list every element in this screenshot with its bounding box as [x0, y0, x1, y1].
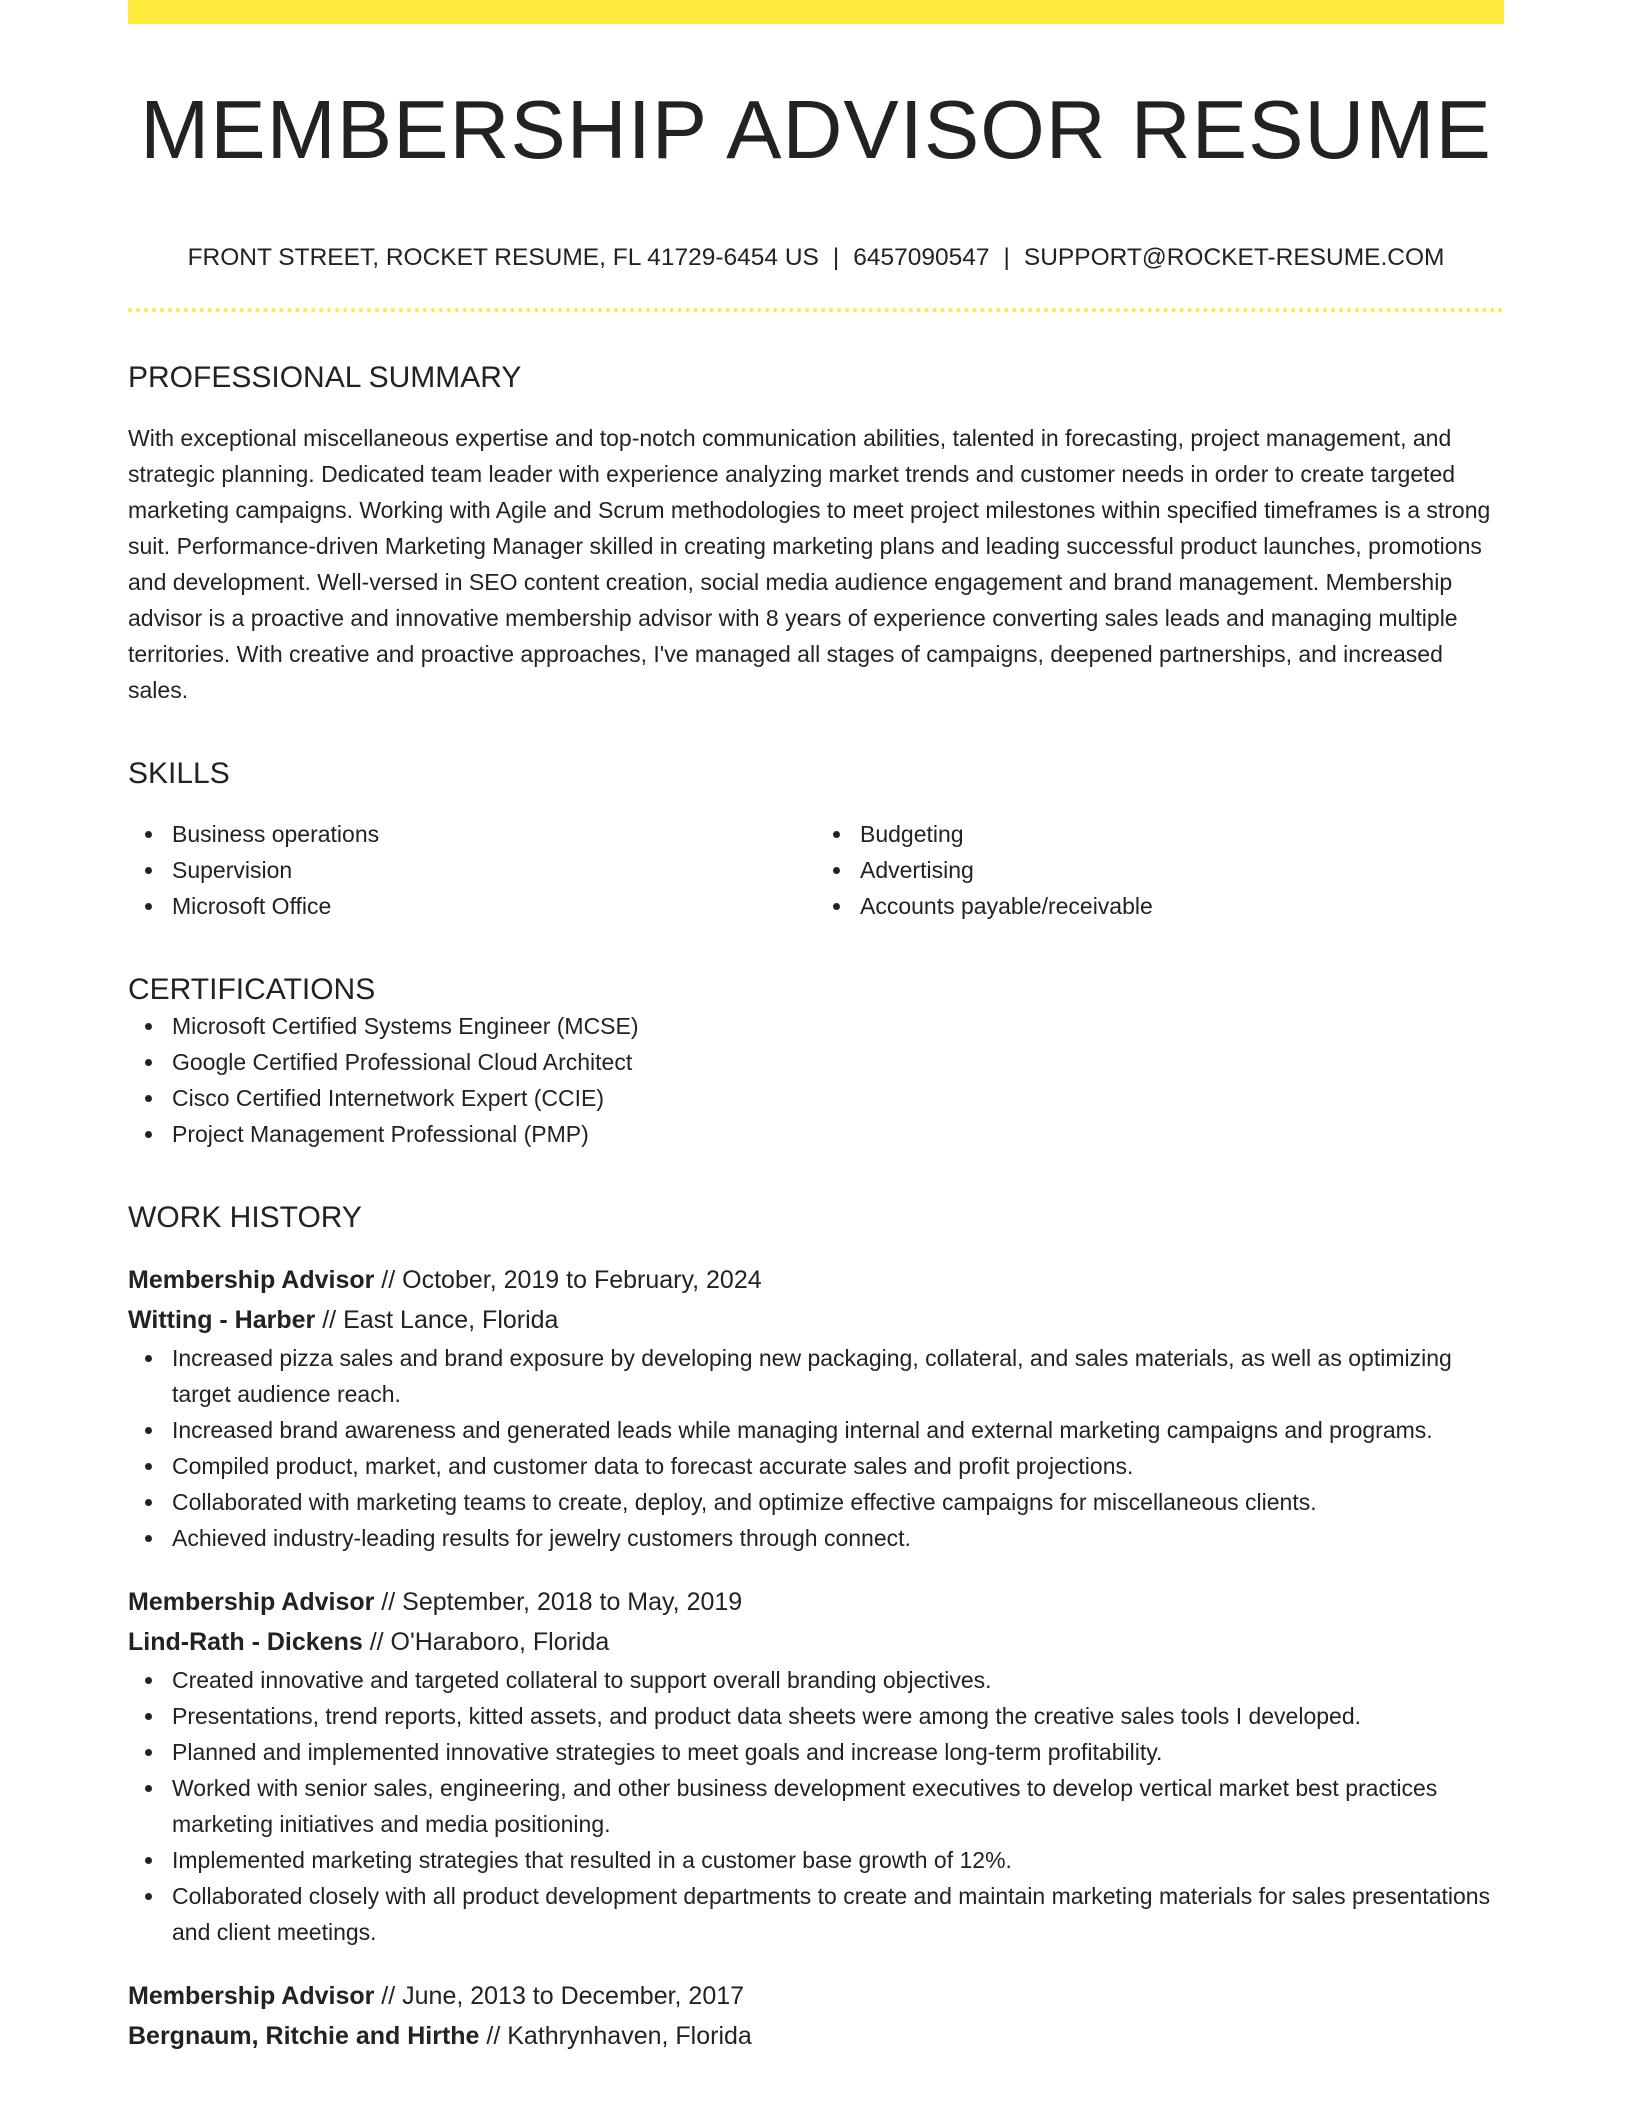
contact-line: [128, 243, 1504, 272]
job-title: Membership Advisor: [128, 1981, 375, 2010]
job-duty-item: Compiled product, market, and customer data to forecast accurate sales and profit projections.: [172, 1448, 1504, 1484]
job-duty-item: Worked with senior sales, engineering, and other business development executives to develop vertical market best practices marketing initiatives and media positioning.: [172, 1770, 1504, 1842]
job-duties-list: [128, 1662, 1504, 1950]
job-company-line: [128, 1300, 1504, 1340]
job-dates: // September, 2018 to May, 2019: [374, 1587, 743, 1616]
job-title-line: [128, 1976, 1504, 2016]
accent-top-bar: [128, 0, 1504, 24]
contact-separator: |: [1003, 244, 1010, 272]
certification-item: Project Management Professional (PMP): [172, 1116, 1504, 1152]
summary-text: With exceptional miscellaneous expertise and top-notch communication abilities, talented in forecasting, project management, and strategic planning. Dedicated team leader with experience analyzing market trends and customer needs in order to create targeted marketing campaigns. Working with Agile and Scrum methodologies to meet project milestones within specified timeframes is a strong suit. Performance-driven Marketing Manager skilled in creating marketing plans and leading successful product launches, promotions and development. Well-versed in SEO content creation, social media audience engagement and brand management. Membership advisor is a proactive and innovative membership advisor with 8 years of experience converting sales leads and managing multiple territories. With creative and proactive approaches, I've managed all stages of campaigns, deepened partnerships, and increased sales.: [128, 424, 1491, 703]
skills-column-right: [816, 816, 1504, 924]
job-location: // Kathrynhaven, Florida: [479, 2021, 752, 2050]
skills-heading: SKILLS: [128, 756, 230, 790]
job-dates: // June, 2013 to December, 2017: [374, 1981, 745, 2010]
job-duty-item: Increased pizza sales and brand exposure by developing new packaging, collateral, and sales materials, as well as optimizing target audience reach.: [172, 1340, 1504, 1412]
job-duty-item: Collaborated with marketing teams to create, deploy, and optimize effective campaigns for miscellaneous clients.: [172, 1484, 1504, 1520]
job-duty-item: Achieved industry-leading results for jewelry customers through connect.: [172, 1520, 1504, 1556]
job-location: // O'Haraboro, Florida: [362, 1627, 610, 1656]
skills-list: [128, 816, 1504, 924]
job-duty-item: Planned and implemented innovative strategies to meet goals and increase long-term profitability.: [172, 1734, 1504, 1770]
skill-item: Business operations: [172, 816, 816, 852]
job-company-line: [128, 1622, 1504, 1662]
skill-item: Microsoft Office: [172, 888, 816, 924]
job-duty-item: Created innovative and targeted collateral to support overall branding objectives.: [172, 1662, 1504, 1698]
job-duties-list: [128, 1340, 1504, 1556]
job-title-line: [128, 1260, 1504, 1300]
resume-page: [128, 0, 1504, 2056]
skills-column-left: [128, 816, 816, 924]
certification-item: Google Certified Professional Cloud Architect: [172, 1044, 1504, 1080]
contact-phone[interactable]: 6457090547: [853, 244, 990, 272]
job-company-line: [128, 2016, 1504, 2056]
dotted-divider: [128, 308, 1504, 312]
skill-item: Accounts payable/receivable: [860, 888, 1504, 924]
job-location: // East Lance, Florida: [315, 1305, 559, 1334]
page-title: MEMBERSHIP ADVISOR RESUME: [140, 83, 1492, 176]
certification-item: Cisco Certified Internetwork Expert (CCIE): [172, 1080, 1504, 1116]
job-title: Membership Advisor: [128, 1265, 375, 1294]
skill-item: Budgeting: [860, 816, 1504, 852]
job-dates: // October, 2019 to February, 2024: [374, 1265, 762, 1294]
contact-address: FRONT STREET, ROCKET RESUME, FL 41729-6454 US: [187, 244, 819, 272]
certification-item: Microsoft Certified Systems Engineer (MCSE): [172, 1008, 1504, 1044]
job-company: Witting - Harber: [128, 1305, 316, 1334]
skill-item: Supervision: [172, 852, 816, 888]
work-history-heading: WORK HISTORY: [128, 1200, 362, 1234]
job-duty-item: Implemented marketing strategies that resulted in a customer base growth of 12%.: [172, 1842, 1504, 1878]
job-company: Lind-Rath - Dickens: [128, 1627, 363, 1656]
job-duty-item: Increased brand awareness and generated leads while managing internal and external marketing campaigns and programs.: [172, 1412, 1504, 1448]
job-title: Membership Advisor: [128, 1587, 375, 1616]
certifications-heading: CERTIFICATIONS: [128, 972, 376, 1006]
job-company: Bergnaum, Ritchie and Hirthe: [128, 2021, 480, 2050]
certifications-list: [128, 1008, 1504, 1152]
skill-item: Advertising: [860, 852, 1504, 888]
contact-email[interactable]: SUPPORT@ROCKET-RESUME.COM: [1023, 244, 1445, 272]
job-title-line: [128, 1582, 1504, 1622]
summary-heading: PROFESSIONAL SUMMARY: [128, 360, 522, 394]
job-duty-item: Collaborated closely with all product development departments to create and maintain marketing materials for sales presentations and client meetings.: [172, 1878, 1504, 1950]
job-duty-item: Presentations, trend reports, kitted assets, and product data sheets were among the creative sales tools I developed.: [172, 1698, 1504, 1734]
contact-separator: |: [832, 244, 840, 272]
